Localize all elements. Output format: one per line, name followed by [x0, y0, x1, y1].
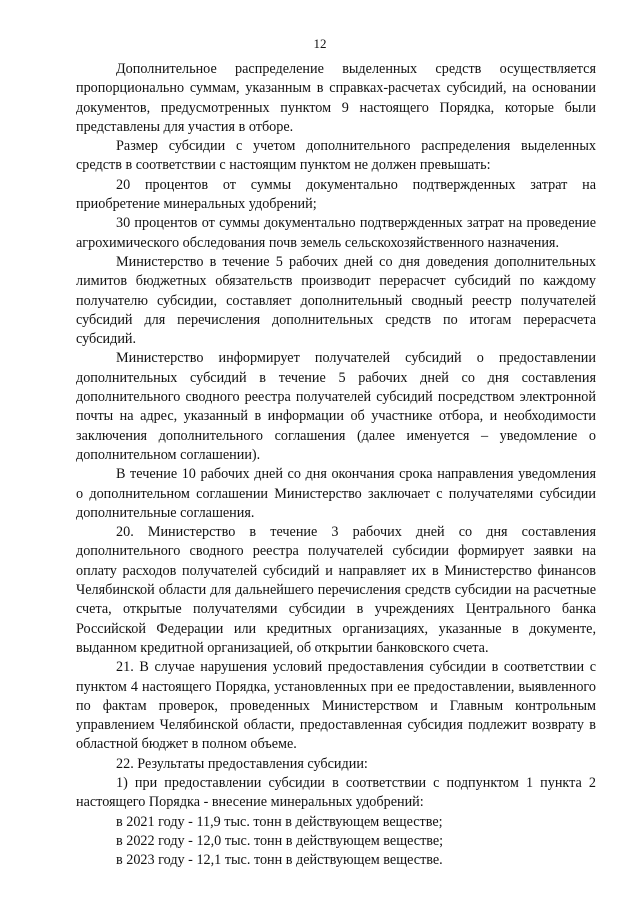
- paragraph-item-20: 20. Министерство в течение 3 рабочих дней со дня составления дополнительного сводного реестра получателей субсидии формирует заявки на оплату расходов получателей субсидий и направляет их в Министерство финансов Челябинской области для дальнейшего перечисления средств субсидии на расчетные счета, открытые получателями субсидии в учреждениях Центрального банка Российской Федерации или кредитных организациях, указанные в документе, выданном кредитной организацией, об открытии банковского счета.: [76, 524, 596, 656]
- document-body: [76, 60, 596, 870]
- paragraph-item-22: 22. Результаты предоставления субсидии:: [116, 755, 368, 772]
- page-number: 12: [313, 36, 327, 51]
- paragraph-additional-distribution: Дополнительное распределение выделенных средств осуществляется пропорционально суммам, указанным в справках-расчетах субсидий, на основании документов, предусмотренных пунктом 9 настоящего Порядка, которые были представлены для участия в отборе.: [76, 61, 596, 135]
- paragraph-fertilizer-limit: 20 процентов от суммы документально подтвержденных затрат на приобретение минеральных удобрений;: [76, 176, 596, 213]
- paragraph-subsidy-size: Размер субсидии с учетом дополнительного распределения выделенных средств в соответствии с настоящим пунктом не должен превышать:: [76, 138, 596, 174]
- list-item-2021: в 2021 году - 11,9 тыс. тонн в действующем веществе;: [116, 813, 443, 830]
- paragraph-notification: Министерство информирует получателей субсидий о предоставлении дополнительных субсидий в течение 5 рабочих дней со дня составления дополнительного сводного реестра получателей субсидий посредством электронной почты на адрес, указанный в информации об участнике отбора, и необходимости заключения дополнительного соглашения (далее именуется – уведомление о дополнительном соглашении).: [76, 350, 596, 463]
- paragraph-agrochemical-limit: 30 процентов от суммы документально подтвержденных затрат на проведение агрохимического обследования почв земель сельскохозяйственного назначения.: [76, 215, 596, 251]
- list-item-2023: в 2023 году - 12,1 тыс. тонн в действующем веществе.: [116, 852, 443, 869]
- paragraph-recalculation: Министерство в течение 5 рабочих дней со дня доведения дополнительных лимитов бюджетных обязательств производит перерасчет субсидий по каждому получателю субсидии, составляет дополнительный сводный реестр получателей субсидий для перечисления дополнительных средств по итогам перерасчета субсидий.: [76, 253, 596, 348]
- paragraph-item-22-1: 1) при предоставлении субсидии в соответствии с подпунктом 1 пункта 2 настоящего Порядка - внесение минеральных удобрений:: [76, 774, 596, 811]
- paragraph-item-21: 21. В случае нарушения условий предоставления субсидии в соответствии с пунктом 4 настоящего Порядка, установленных при ее предоставлении, выявленного по фактам проверок, проведенных Министерством и Главным контрольным управлением Челябинской области, предоставленная субсидия подлежит возврату в областной бюджет в полном объеме.: [76, 659, 596, 753]
- paragraph-additional-agreement: В течение 10 рабочих дней со дня окончания срока направления уведомления о дополнительном соглашении Министерство заключает с получателями субсидии дополнительные соглашения.: [76, 466, 596, 521]
- list-item-2022: в 2022 году - 12,0 тыс. тонн в действующем веществе;: [116, 832, 444, 849]
